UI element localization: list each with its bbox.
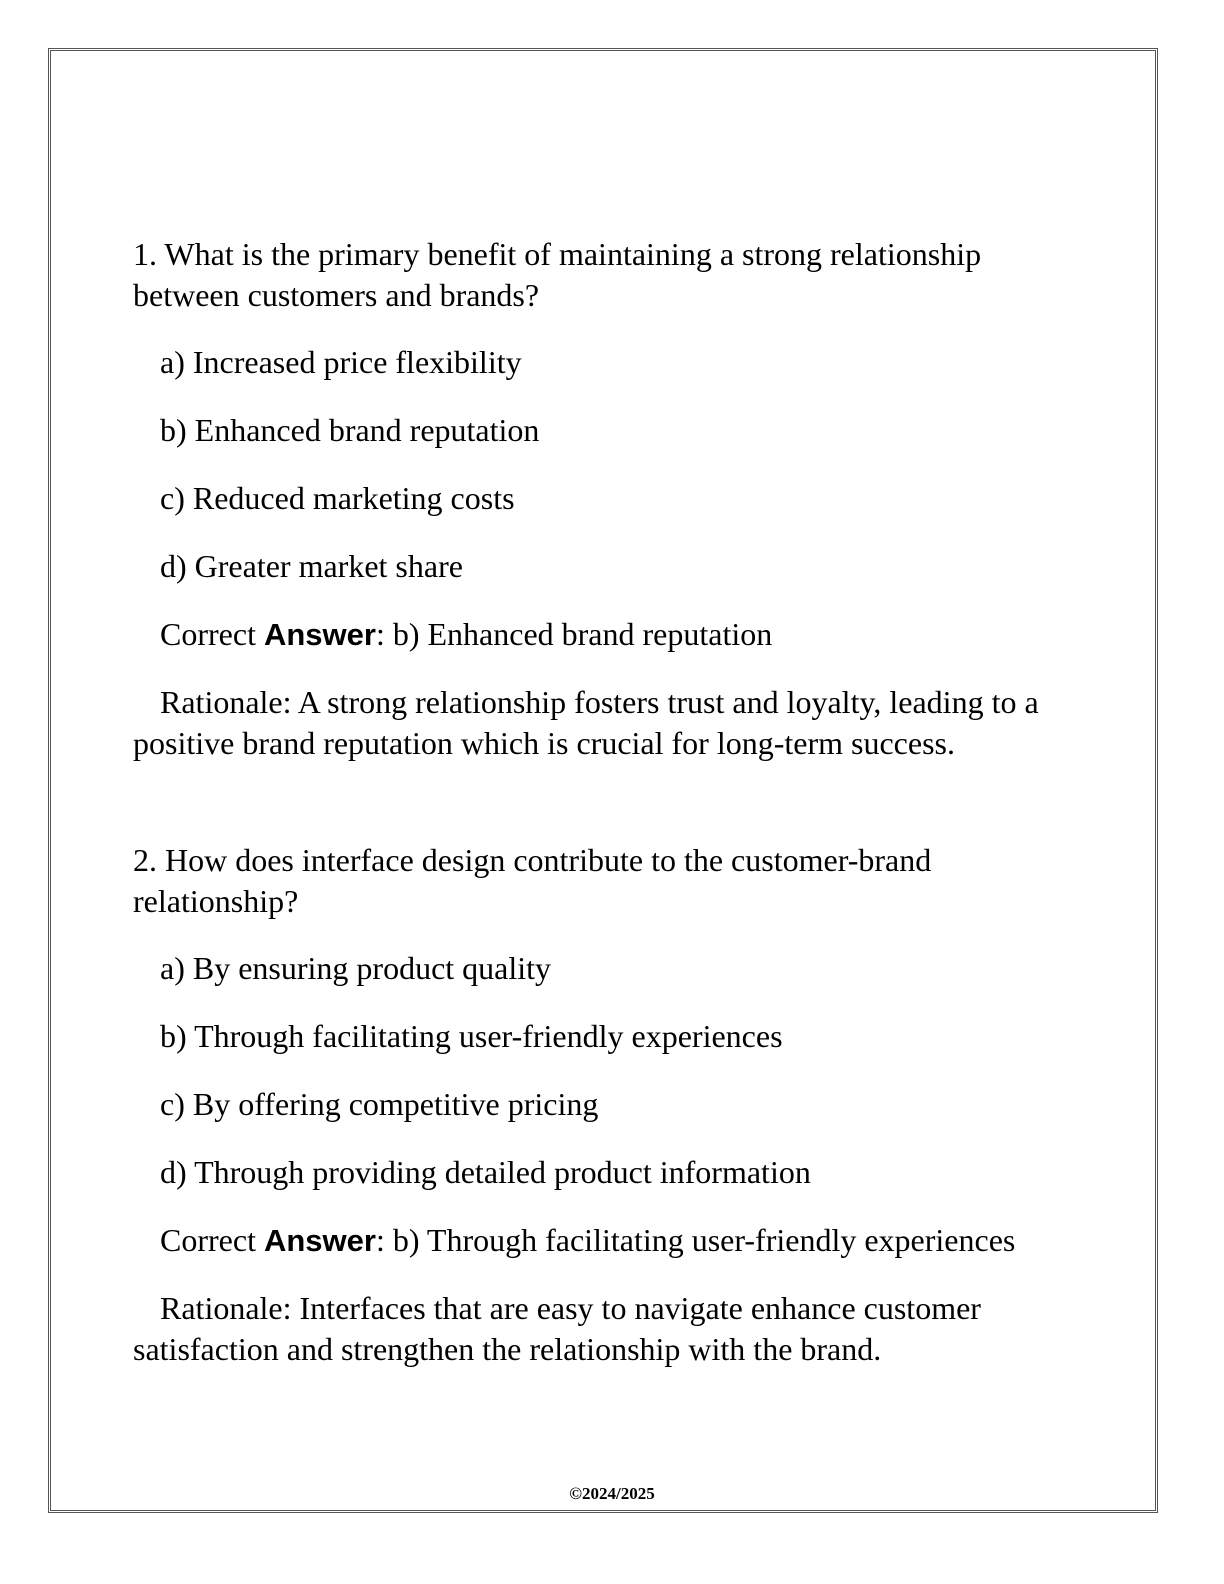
copyright-footer: ©2024/2025	[569, 1484, 655, 1503]
option-d: d) Greater market share	[160, 548, 463, 584]
question-block-2	[133, 840, 1078, 1370]
correct-answer	[133, 1220, 1078, 1261]
option-a: a) Increased price flexibility	[160, 344, 522, 380]
question-text: 1. What is the primary benefit of maintaining a strong relationship between customers and brands?	[133, 236, 982, 313]
answer-prefix: Correct	[160, 616, 264, 652]
option-b: b) Enhanced brand reputation	[160, 412, 540, 448]
option-c: c) By offering competitive pricing	[160, 1086, 599, 1122]
correct-answer	[133, 614, 1078, 655]
option-a: a) By ensuring product quality	[160, 950, 552, 986]
rationale-text: Rationale: A strong relationship fosters trust and loyalty, leading to a positive brand reputation which is crucial for long-term success.	[133, 684, 1039, 761]
option-d: d) Through providing detailed product information	[160, 1154, 811, 1190]
answer-prefix: Correct	[160, 1222, 264, 1258]
answer-value: : b) Enhanced brand reputation	[375, 616, 773, 652]
question-text: 2. How does interface design contribute to the customer-brand relationship?	[133, 842, 932, 919]
answer-label: Answer	[263, 1223, 376, 1258]
option-c: c) Reduced marketing costs	[160, 480, 515, 516]
document-content	[133, 234, 1078, 1370]
answer-value: : b) Through facilitating user-friendly experiences	[375, 1222, 1016, 1258]
question-block-1	[133, 234, 1078, 764]
answer-label: Answer	[263, 617, 376, 652]
rationale-text: Rationale: Interfaces that are easy to navigate enhance customer satisfaction and strengthen the relationship with the brand.	[133, 1290, 981, 1367]
option-b: b) Through facilitating user-friendly experiences	[160, 1018, 783, 1054]
